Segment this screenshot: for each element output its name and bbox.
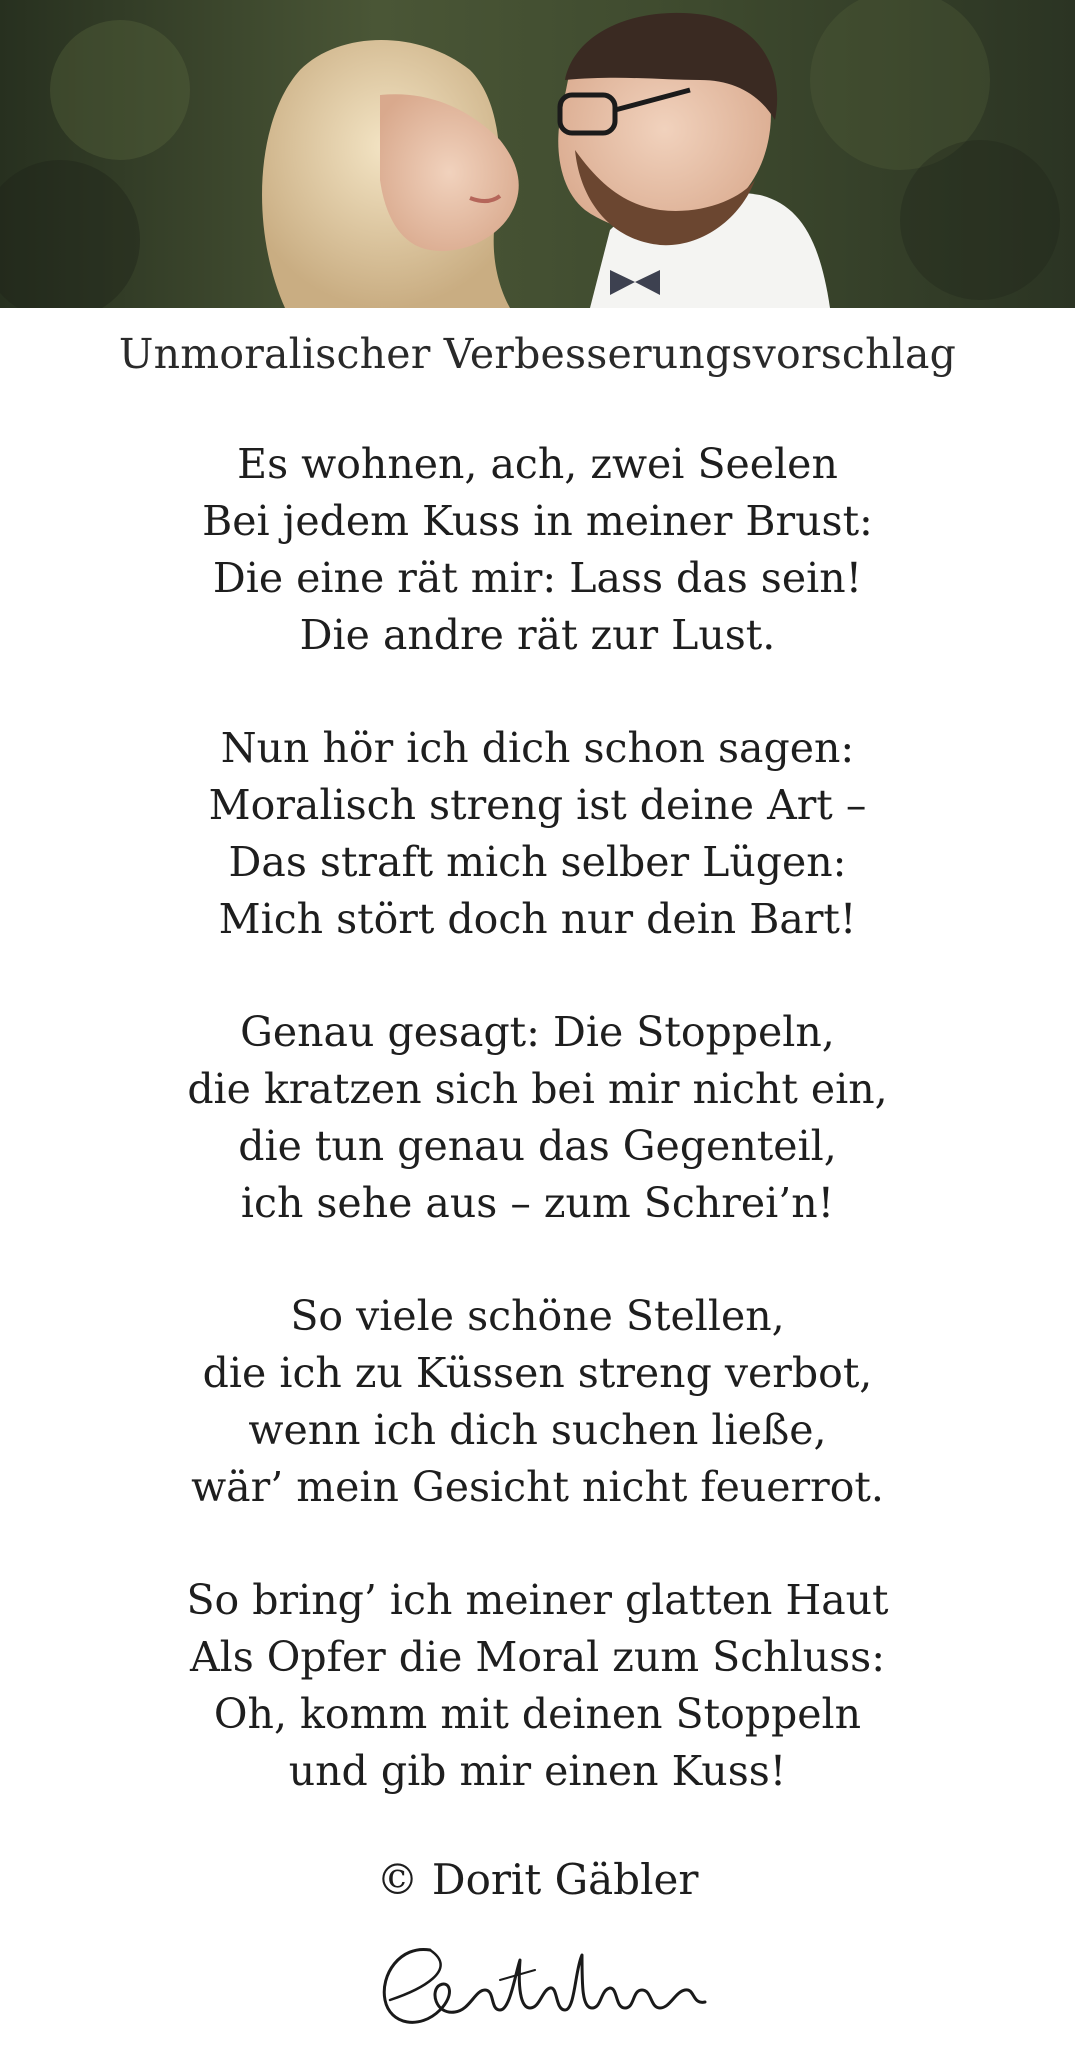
stanza [0,1572,1075,1800]
poem-line: die tun genau das Gegenteil, [238,1122,837,1170]
poem-line: die kratzen sich bei mir nicht ein, [187,1065,888,1113]
poem-line: So viele schöne Stellen, [290,1292,785,1340]
stanza [0,436,1075,664]
poem-line: Nun hör ich dich schon sagen: [220,724,855,772]
poem-line: die ich zu Küssen streng verbot, [202,1349,873,1397]
poem-line: Bei jedem Kuss in meiner Brust: [202,497,873,545]
stanza [0,720,1075,948]
poem-line: und gib mir einen Kuss! [288,1747,787,1795]
poem-line: Moralisch streng ist deine Art – [208,781,867,829]
stanza [0,1004,1075,1232]
poem-line: wenn ich dich suchen ließe, [248,1406,827,1454]
couple-photo-illustration [0,0,1075,308]
signature-logo [360,1930,720,2040]
poem-line: Als Opfer die Moral zum Schluss: [189,1633,886,1681]
poem-line: Genau gesagt: Die Stoppeln, [240,1008,835,1056]
stanza [0,1288,1075,1516]
poem-line: So bring’ ich meiner glatten Haut [186,1576,889,1624]
copyright-author: © Dorit Gäbler [376,1855,699,1904]
poem-line: wär’ mein Gesicht nicht feuerrot. [191,1463,884,1511]
poem-title: Unmoralischer Verbesserungsvorschlag [118,330,957,378]
poem-line: Mich stört doch nur dein Bart! [218,895,857,943]
poem-line: Es wohnen, ach, zwei Seelen [237,440,838,488]
poem-line: ich sehe aus – zum Schrei’n! [240,1179,835,1227]
poem-line: Die eine rät mir: Lass das sein! [212,554,863,602]
poem-body [0,436,1075,1856]
poem-line: Das straft mich selber Lügen: [228,838,847,886]
poem-line: Die andre rät zur Lust. [299,611,776,659]
hero-photo [0,0,1075,308]
poem-line: Oh, komm mit deinen Stoppeln [213,1690,862,1738]
